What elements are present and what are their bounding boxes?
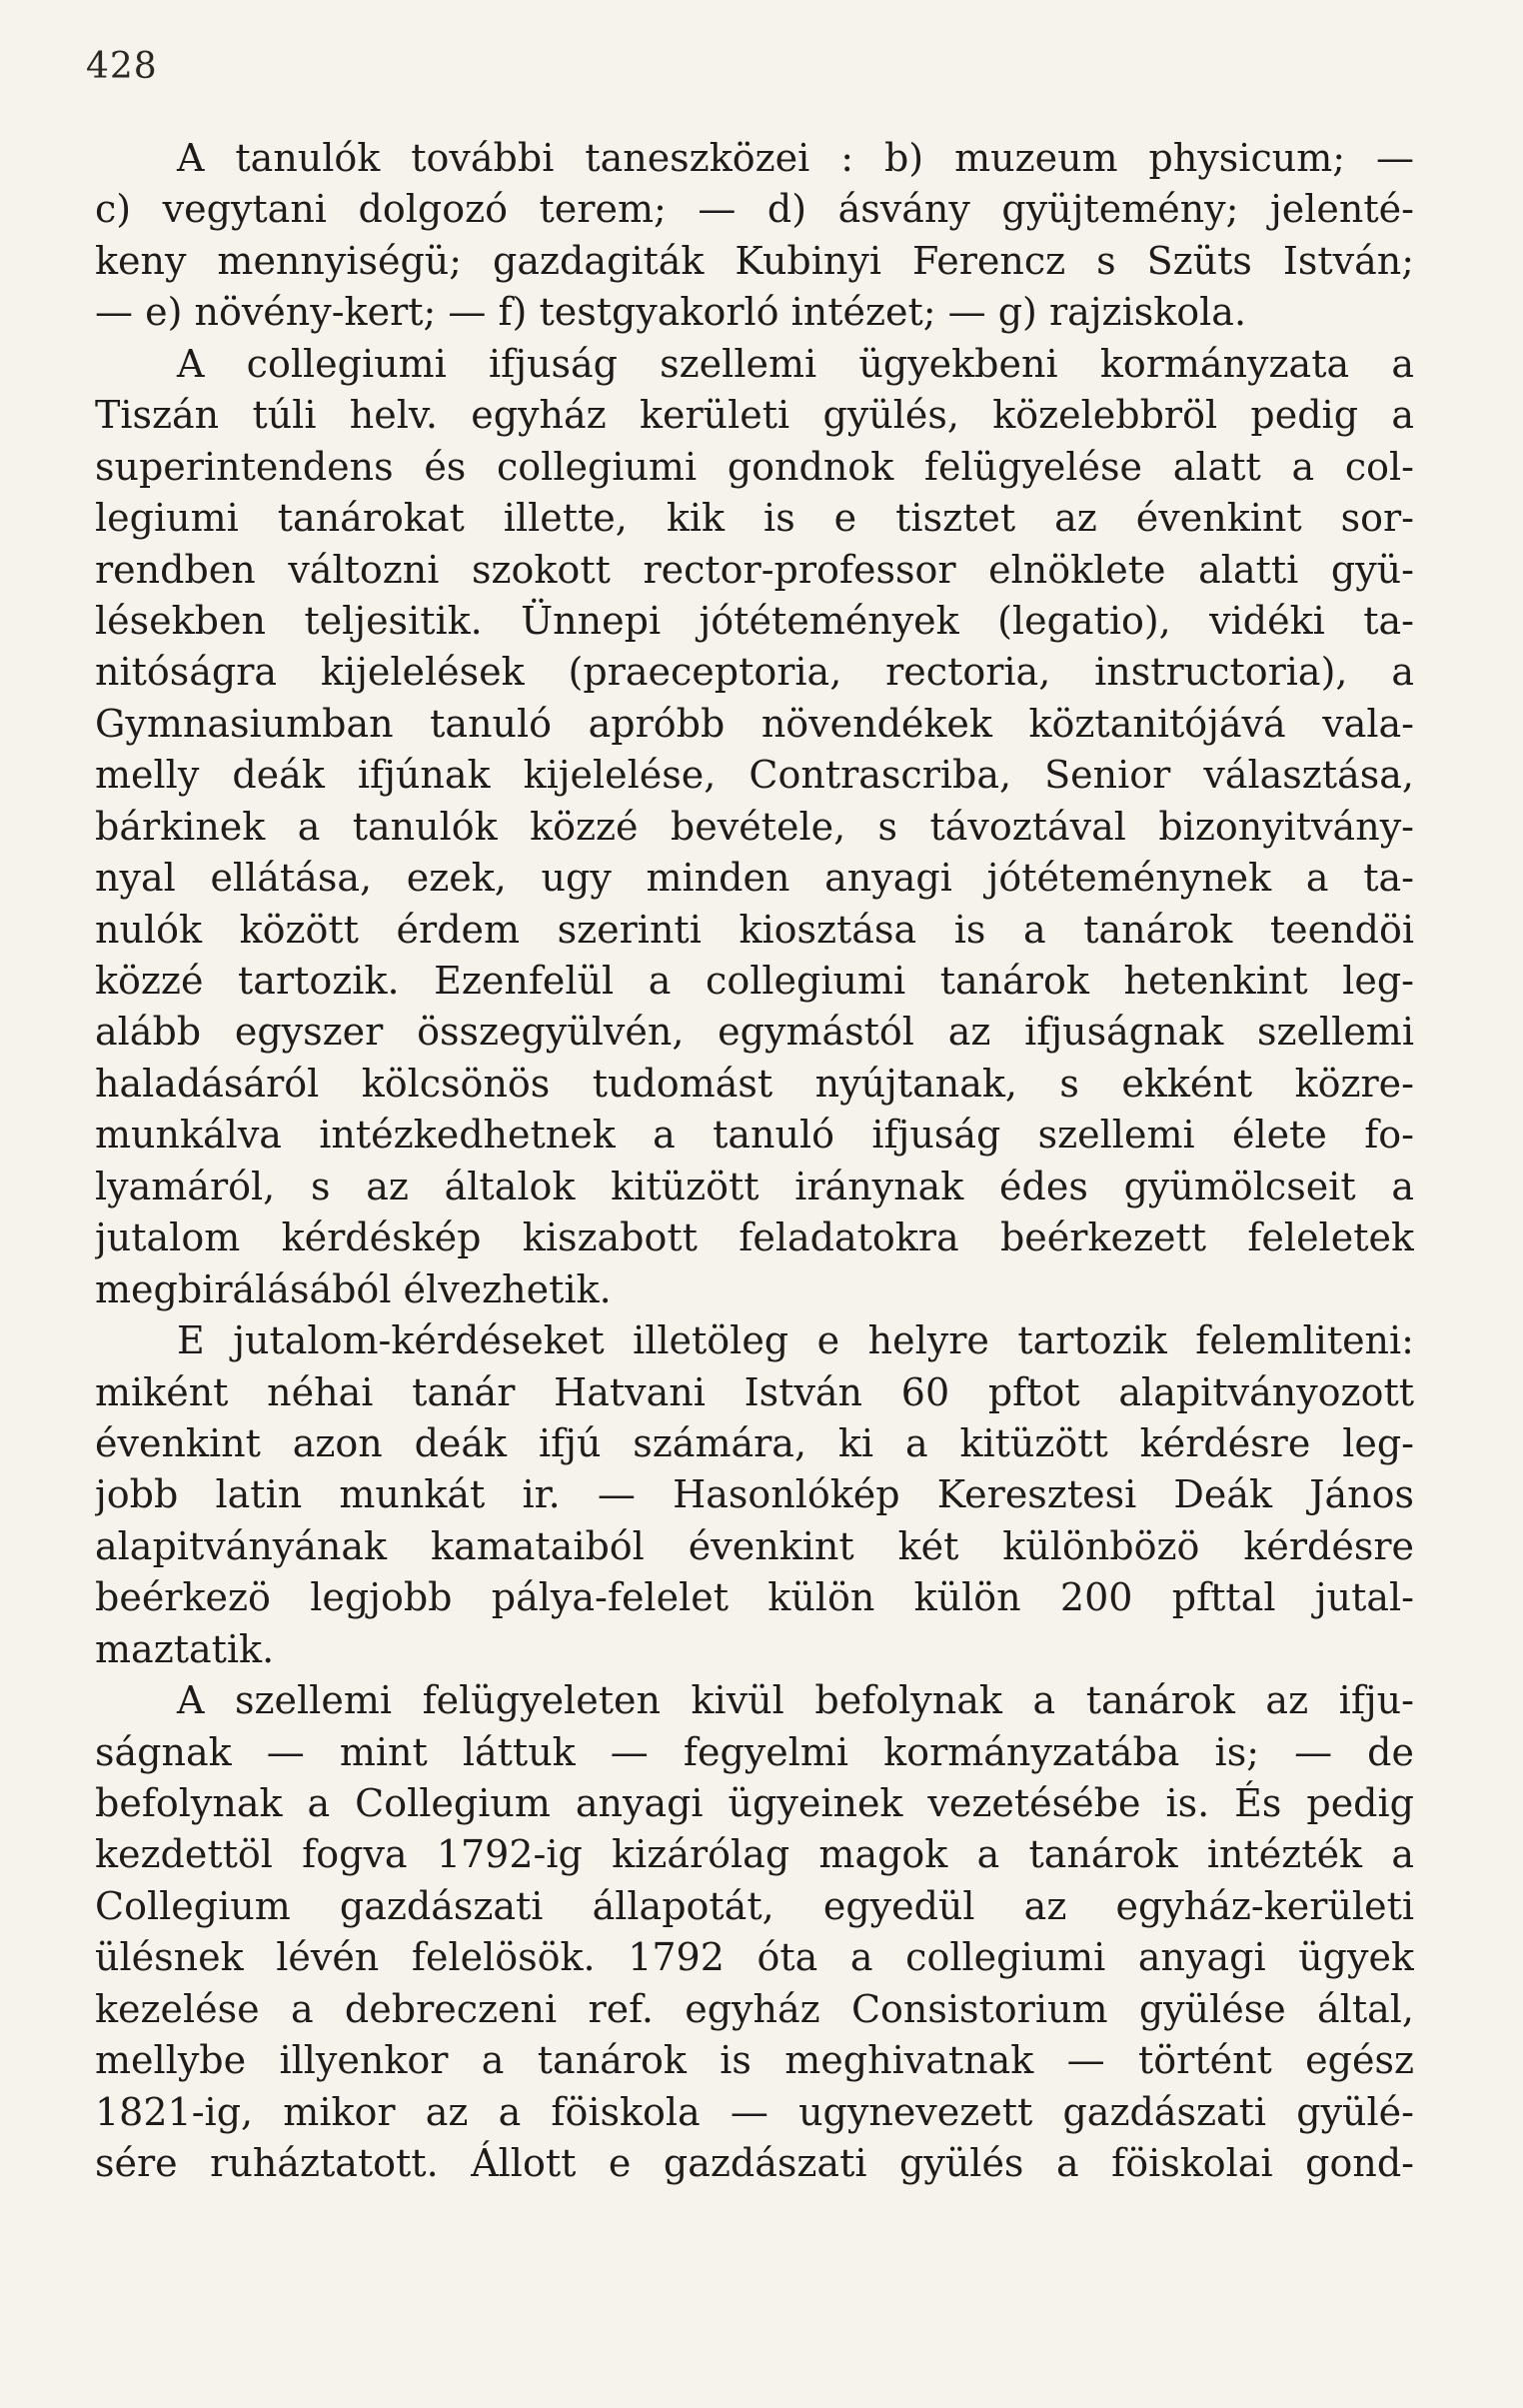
text-line: sére ruháztatott. Állott e gazdászati gyülés a föiskolai gond- — [95, 2141, 1414, 2186]
text-line: nulók között érdem szerinti kiosztása is a tanárok teendöi — [95, 907, 1414, 952]
text-line: melly deák ifjúnak kijelelése, Contrascriba, Senior választása, — [95, 753, 1414, 798]
text-line: Collegium gazdászati állapotát, egyedül az egyház-kerületi — [95, 1883, 1414, 1928]
text-line: rendben változni szokott rector-professor elnöklete alatti gyü- — [95, 547, 1414, 592]
text-line: kezdettöl fogva 1792-ig kizárólag magok a tanárok intézték a — [95, 1832, 1414, 1877]
text-line: évenkint azon deák ifjú számára, ki a kitüzött kérdésre leg- — [95, 1420, 1414, 1465]
text-line: munkálva intézkedhetnek a tanuló ifjuság szellemi élete fo- — [95, 1113, 1414, 1158]
text-line: superintendens és collegiumi gondnok felügyelése alatt a col- — [95, 444, 1414, 489]
text-line: nitóságra kijelelések (praeceptoria, rectoria, instructoria), a — [95, 650, 1414, 695]
text-line: mellybe illyenkor a tanárok is meghivatnak — történt egész — [95, 2038, 1414, 2083]
text-line: jutalom kérdéskép kiszabott feladatokra beérkezett feleletek — [95, 1215, 1414, 1260]
text-line: c) vegytani dolgozó terem; — d) ásvány gyüjtemény; jelenté- — [95, 187, 1414, 232]
text-line: megbirálásából élvezhetik. — [95, 1266, 612, 1311]
text-line: A collegiumi ifjuság szellemi ügyekbeni kormányzata a — [177, 341, 1414, 386]
text-line: legiumi tanárokat illette, kik is e tisztet az évenkint sor- — [95, 496, 1414, 541]
text-line: — e) növény-kert; — f) testgyakorló intézet; — g) rajziskola. — [95, 290, 1247, 335]
text-line: kezelése a debreczeni ref. egyház Consistorium gyülése által, — [95, 1986, 1414, 2031]
text-line: Gymnasiumban tanuló apróbb növendékek köztanitójává vala- — [95, 701, 1414, 746]
text-line: jobb latin munkát ir. — Hasonlókép Keresztesi Deák János — [95, 1472, 1414, 1517]
text-line: alább egyszer összegyülvén, egymástól az ifjuságnak szellemi — [95, 1010, 1414, 1055]
text-line: maztatik. — [95, 1626, 275, 1671]
text-line: A szellemi felügyeleten kivül befolynak a tanárok az ifju- — [177, 1678, 1414, 1723]
text-line: E jutalom-kérdéseket illetöleg e helyre tartozik felemliteni: — [177, 1318, 1414, 1363]
text-line: ságnak — mint láttuk — fegyelmi kormányzatába is; — de — [95, 1729, 1414, 1774]
text-line: lyamáról, s az általok kitüzött iránynak édes gyümölcseit a — [95, 1164, 1414, 1208]
text-line: miként néhai tanár Hatvani István 60 pftot alapitványozott — [95, 1369, 1414, 1414]
text-line: közzé tartozik. Ezenfelül a collegiumi tanárok hetenkint leg- — [95, 959, 1414, 1003]
text-line: ülésnek lévén felelösök. 1792 óta a collegiumi anyagi ügyek — [95, 1935, 1414, 1980]
text-line: lésekben teljesitik. Ünnepi jótétemények (legatio), vidéki ta- — [95, 598, 1414, 643]
text-line: bárkinek a tanulók közzé bevétele, s távoztával bizonyitvány- — [95, 804, 1414, 849]
text-line: alapitványának kamataiból évenkint két különbözö kérdésre — [95, 1523, 1414, 1568]
text-line: keny mennyiségü; gazdagiták Kubinyi Ferencz s Szüts István; — [95, 238, 1414, 283]
text-line: 1821-ig, mikor az a föiskola — ugynevezett gazdászati gyülé- — [95, 2089, 1414, 2134]
page-number: 428 — [86, 46, 158, 87]
text-line: nyal ellátása, ezek, ugy minden anyagi jótéteménynek a ta- — [95, 856, 1414, 901]
text-line: haladásáról kölcsönös tudomást nyújtanak, s ekként közre- — [95, 1061, 1414, 1106]
text-line: A tanulók további taneszközei : b) muzeum physicum; — — [177, 136, 1414, 180]
text-line: Tiszán túli helv. egyház kerületi gyülés, közelebbröl pedig a — [95, 393, 1414, 438]
body-text — [95, 133, 1414, 2190]
text-line: befolynak a Collegium anyagi ügyeinek vezetésébe is. És pedig — [95, 1781, 1414, 1825]
text-line: beérkezö legjobb pálya-felelet külön külön 200 pfttal jutal- — [95, 1575, 1414, 1620]
